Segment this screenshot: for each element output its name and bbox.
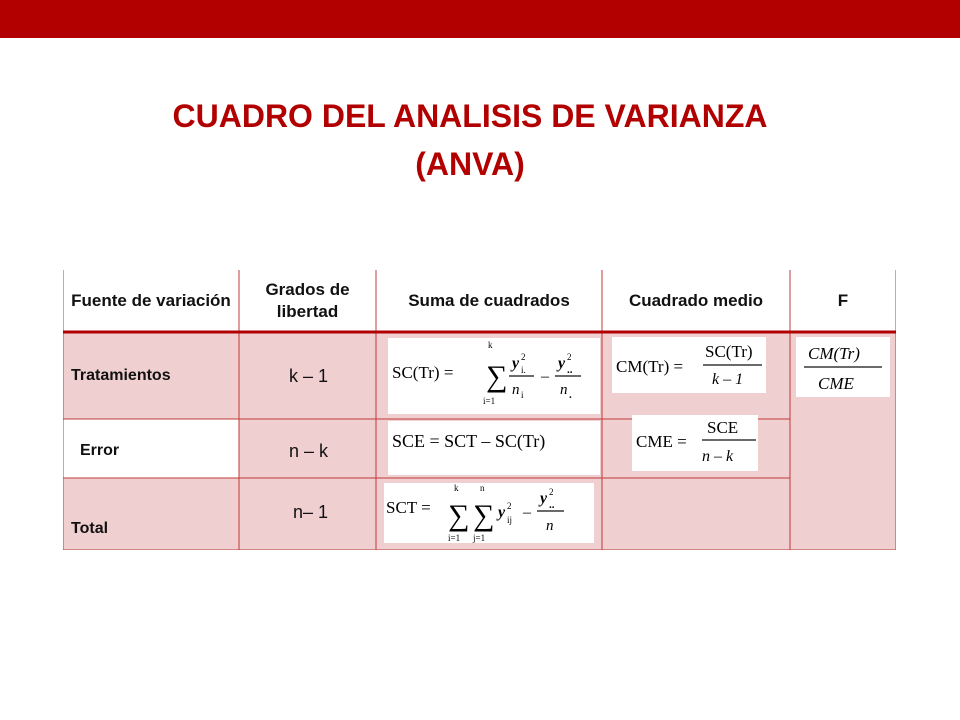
sct-den: n <box>546 518 554 534</box>
sc-tr-sub1: i. <box>521 365 526 375</box>
sc-tr-sum-upper: k <box>488 340 493 350</box>
header-grados: Grados de libertad <box>265 280 350 321</box>
top-accent-bar <box>0 0 960 38</box>
formula-f <box>796 337 890 397</box>
sct-sum2-lower: j=1 <box>473 533 486 543</box>
header-cuadrado: Cuadrado medio <box>628 291 764 310</box>
gl-tratamientos: k – 1 <box>289 365 329 386</box>
sc-tr-sup2: 2 <box>567 352 572 362</box>
sum-icon: ∑ <box>486 360 508 393</box>
formula-sct <box>384 483 594 543</box>
title-line-2: (ANVA) <box>415 146 525 182</box>
sct-num: y <box>540 490 548 507</box>
sc-tr-sum-lower: i=1 <box>483 396 496 406</box>
cm-tr-lhs: CM(Tr) = <box>616 357 684 376</box>
sum-icon: ∑ <box>473 499 495 532</box>
sct-minus: – <box>523 504 531 521</box>
sc-tr-sup1: 2 <box>521 352 526 362</box>
row-label-tratamientos: Tratamientos <box>71 367 171 384</box>
formula-cm-tr <box>612 337 766 393</box>
sc-tr-num1: y <box>512 355 520 372</box>
header-f: F <box>837 291 849 310</box>
header-suma: Suma de cuadrados <box>408 291 570 310</box>
sum-icon: ∑ <box>448 499 470 532</box>
formula-sc-tr <box>388 338 600 414</box>
sc-tr-den1-sub: i <box>521 390 524 400</box>
sc-tr-den2-sub: . <box>569 389 572 401</box>
sc-tr-num2: y <box>558 355 566 372</box>
row-label-error: Error <box>80 442 120 459</box>
sc-tr-lhs: SC(Tr) = <box>392 363 454 382</box>
title-line-1: CUADRO DEL ANALISIS DE VARIANZA <box>172 98 768 134</box>
gl-total: n– 1 <box>293 501 329 522</box>
f-num: CM(Tr) <box>808 344 860 363</box>
sct-term-sub: ij <box>507 515 513 525</box>
sct-num-sup: 2 <box>549 487 554 497</box>
formula-sce <box>388 421 600 475</box>
sc-tr-sub2: .. <box>567 364 573 376</box>
sct-sum1-upper: k <box>454 483 459 493</box>
header-fuente: Fuente de variación <box>71 291 231 310</box>
sct-term-sup: 2 <box>507 501 512 511</box>
f-den: CME <box>818 374 854 393</box>
cme-lhs: CME = <box>636 432 687 451</box>
sct-sum2-upper: n <box>480 483 485 493</box>
sce-text: SCE = SCT – SC(Tr) <box>392 431 546 451</box>
sct-lhs: SCT = <box>386 498 431 517</box>
cme-den: n – k <box>702 448 734 465</box>
sc-tr-den1: n <box>512 382 520 398</box>
cm-tr-num: SC(Tr) <box>705 342 753 361</box>
page-title <box>0 92 940 188</box>
sc-tr-den2: n <box>560 382 568 398</box>
cm-tr-den: k – 1 <box>712 371 744 388</box>
sct-sum1-lower: i=1 <box>448 533 461 543</box>
formula-cme <box>632 415 758 471</box>
sct-num-sub: .. <box>549 499 555 511</box>
cme-num: SCE <box>707 418 739 437</box>
sct-term: y <box>498 504 506 521</box>
sc-tr-minus: – <box>541 368 549 385</box>
row-label-total: Total <box>71 520 109 537</box>
gl-error: n – k <box>289 440 329 461</box>
